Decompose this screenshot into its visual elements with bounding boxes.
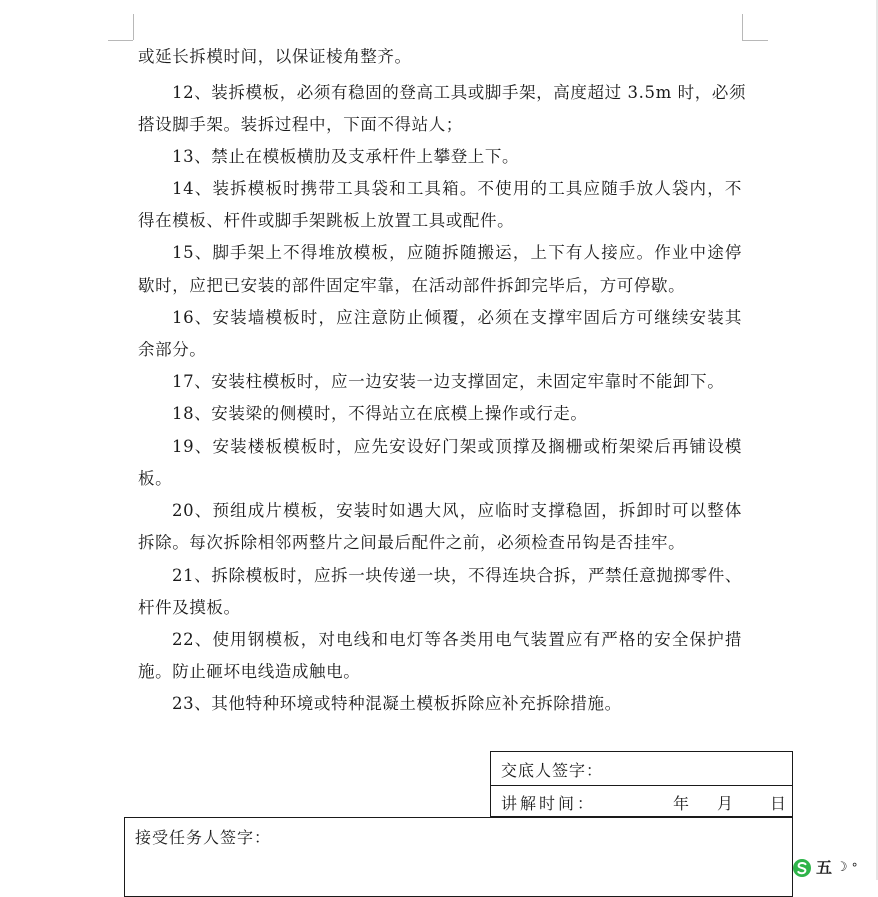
date-day-label: 日 — [770, 794, 787, 813]
paragraph-line: 16、安装墙模板时，应注意防止倾覆，必须在支撑牢固后方可继续安装其 — [172, 308, 742, 327]
paragraph-line: 15、脚手架上不得堆放模板，应随拆随搬运，上下有人接应。作业中途停 — [172, 243, 742, 262]
moon-icon[interactable]: ☽ — [836, 860, 848, 875]
paragraph-line: 20、预组成片模板，安装时如遇大风，应临时支撑稳固，拆卸时可以整体 — [172, 501, 742, 520]
paragraph-line: 12、装拆模板，必须有稳固的登高工具或脚手架，高度超过 3.5m 时，必须 — [172, 83, 747, 102]
paragraph-line: 歇时，应把已安装的部件固定牢靠，在活动部件拆卸完毕后，方可停歇。 — [138, 276, 686, 295]
date-month-label: 月 — [717, 794, 734, 813]
handover-signature-label: 交底人签字： — [501, 761, 604, 780]
ime-mode-indicator[interactable]: 五 — [816, 858, 833, 877]
paragraph-line: 14、装拆模板时携带工具袋和工具箱。不使用的工具应随手放人袋内，不 — [172, 179, 742, 198]
sogou-logo-icon[interactable] — [792, 858, 812, 878]
paragraph-line: 22、使用钢模板，对电线和电灯等各类用电气装置应有严格的安全保护措 — [172, 630, 742, 649]
table-divider — [491, 785, 792, 786]
punctuation-mode-icon[interactable]: ° — [851, 861, 858, 875]
paragraph-line: 21、拆除模板时，应拆一块传递一块，不得连块合拆，严禁任意抛掷零件、 — [172, 566, 742, 585]
paragraph-line: 19、安装楼板模板时，应先安设好门架或顶撑及搁栅或桁架梁后再铺设模 — [172, 437, 742, 456]
date-year-label: 年 — [673, 794, 690, 813]
paragraph-line: 13、禁止在模板横肋及支承杆件上攀登上下。 — [172, 147, 520, 166]
paragraph-line: 23、其他特种环境或特种混凝土模板拆除应补充拆除措施。 — [172, 694, 622, 713]
paragraph-line: 施。防止砸坏电线造成触电。 — [138, 662, 361, 681]
explain-time-label: 讲解时间： — [501, 794, 597, 813]
paragraph-line: 18、安装梁的侧模时，不得站立在底模上操作或行走。 — [172, 404, 588, 423]
paragraph-line: 拆除。每次拆除相邻两整片之间最后配件之前，必须检查吊钩是否挂牢。 — [138, 533, 686, 552]
ime-status-bar[interactable] — [792, 856, 878, 880]
receiver-signature-label: 接受任务人签字： — [135, 828, 272, 847]
paragraph-line: 或延长拆模时间，以保证棱角整齐。 — [138, 47, 412, 66]
paragraph-line: 17、安装柱模板时，应一边安装一边支撑固定，未固定牢靠时不能卸下。 — [172, 372, 725, 391]
paragraph-line: 板。 — [138, 469, 173, 488]
handover-signature-table — [490, 751, 793, 817]
paragraph-line: 杆件及摸板。 — [138, 598, 241, 617]
paragraph-line: 余部分。 — [138, 340, 207, 359]
receiver-signature-table — [124, 817, 793, 897]
paragraph-line: 搭设脚手架。装拆过程中，下面不得站人； — [138, 115, 463, 134]
paragraph-line: 得在模板、杆件或脚手架跳板上放置工具或配件。 — [138, 211, 515, 230]
